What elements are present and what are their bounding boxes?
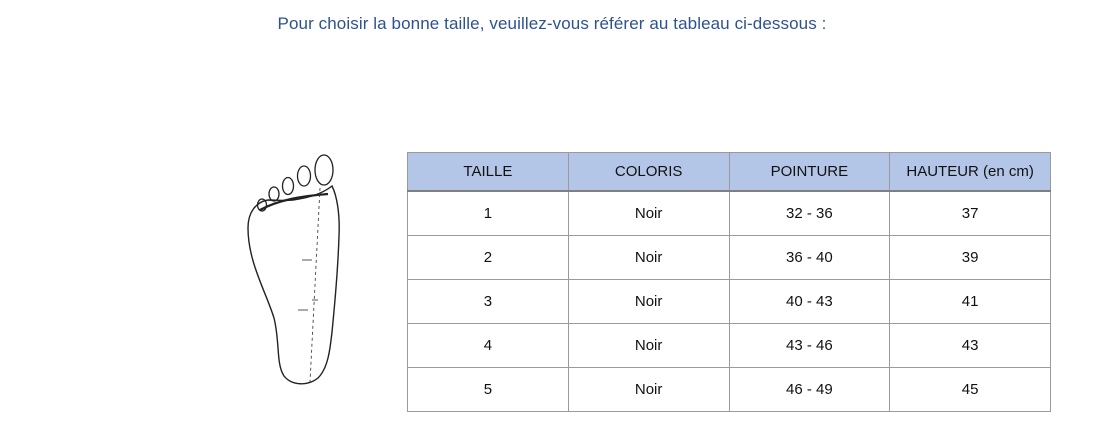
cell-hauteur: 43 [890,324,1051,368]
cell-hauteur: 41 [890,280,1051,324]
cell-hauteur: 39 [890,236,1051,280]
cell-coloris: Noir [568,236,729,280]
cell-coloris: Noir [568,191,729,236]
table-row [408,191,1051,236]
header-pointure: POINTURE [729,153,890,192]
cell-pointure: 40 - 43 [729,280,890,324]
cell-coloris: Noir [568,280,729,324]
table-row [408,368,1051,412]
table-row [408,324,1051,368]
page-title: Pour choisir la bonne taille, veuillez-vous référer au tableau ci-dessous : [277,14,827,33]
cell-pointure: 36 - 40 [729,236,890,280]
cell-pointure: 46 - 49 [729,368,890,412]
header-coloris: COLORIS [568,153,729,192]
cell-pointure: 43 - 46 [729,324,890,368]
cell-coloris: Noir [568,324,729,368]
cell-coloris: Noir [568,368,729,412]
cell-taille: 2 [408,236,569,280]
header-taille: TAILLE [408,153,569,192]
cell-taille: 4 [408,324,569,368]
foot-sole-icon [238,150,348,390]
table-row [408,236,1051,280]
table-row [408,280,1051,324]
header-hauteur: HAUTEUR (en cm) [890,153,1051,192]
cell-pointure: 32 - 36 [729,191,890,236]
cell-hauteur: 45 [890,368,1051,412]
cell-taille: 3 [408,280,569,324]
cell-taille: 5 [408,368,569,412]
cell-hauteur: 37 [890,191,1051,236]
size-table [407,152,1051,412]
table-header-row [408,153,1051,192]
cell-taille: 1 [408,191,569,236]
